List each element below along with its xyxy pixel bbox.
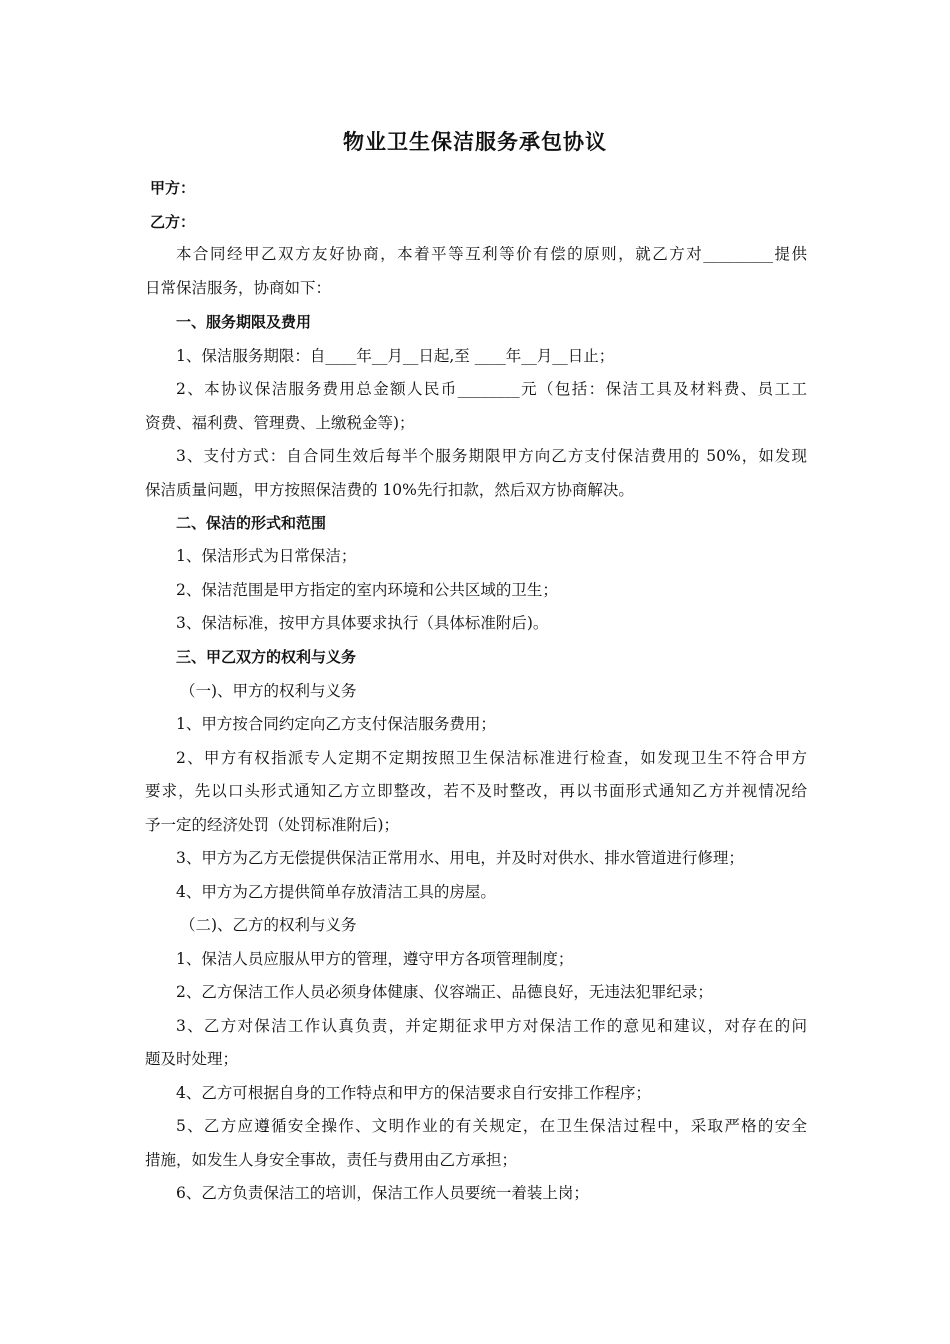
sec3a-item-2-line-3: 予一定的经济处罚（处罚标准附后)； bbox=[145, 816, 400, 834]
sec3b-item-3-line-1: 3、乙方对保洁工作认真负责，并定期征求甲方对保洁工作的意见和建议，对存在的问 bbox=[176, 1017, 807, 1035]
sec3-sub-b-heading: （二)、乙方的权利与义务 bbox=[180, 916, 357, 934]
sec1-item-3-line-2: 保洁质量问题，甲方按照保洁费的 10%先行扣款，然后双方协商解决。 bbox=[145, 481, 634, 499]
sec3b-item-5-line-1: 5、乙方应遵循安全操作、文明作业的有关规定，在卫生保洁过程中，采取严格的安全 bbox=[176, 1117, 807, 1135]
sec3a-item-2-line-1: 2、甲方有权指派专人定期不定期按照卫生保洁标准进行检查，如发现卫生不符合甲方 bbox=[176, 749, 807, 767]
sec1-item-2-line-2: 资费、福利费、管理费、上缴税金等)； bbox=[145, 414, 415, 432]
sec3a-item-3: 3、甲方为乙方无偿提供保洁正常用水、用电，并及时对供水、排水管道进行修理； bbox=[176, 849, 744, 867]
section-3-heading: 三、甲乙双方的权利与义务 bbox=[176, 648, 357, 666]
document-title: 物业卫生保洁服务承包协议 bbox=[343, 130, 607, 154]
sec3-sub-a-heading: （一)、甲方的权利与义务 bbox=[180, 682, 357, 700]
section-2-heading: 二、保洁的形式和范围 bbox=[176, 514, 327, 532]
sec3a-item-1: 1、甲方按合同约定向乙方支付保洁服务费用； bbox=[176, 715, 496, 733]
sec3b-item-3-line-2: 题及时处理； bbox=[145, 1050, 239, 1068]
sec3a-item-4: 4、甲方为乙方提供简单存放清洁工具的房屋。 bbox=[176, 883, 496, 901]
sec2-item-2: 2、保洁范围是甲方指定的室内环境和公共区域的卫生； bbox=[176, 581, 558, 599]
sec2-item-1: 1、保洁形式为日常保洁； bbox=[176, 547, 357, 565]
section-1-heading: 一、服务期限及费用 bbox=[176, 313, 312, 331]
sec3b-item-1: 1、保洁人员应服从甲方的管理，遵守甲方各项管理制度； bbox=[176, 950, 574, 968]
party-b-label: 乙方： bbox=[150, 213, 196, 231]
party-a-label: 甲方： bbox=[150, 179, 196, 197]
intro-line-2: 日常保洁服务，协商如下： bbox=[145, 279, 332, 297]
sec1-item-3-line-1: 3、支付方式：自合同生效后每半个服务期限甲方向乙方支付保洁费用的 50%，如发现 bbox=[176, 447, 807, 465]
sec3b-item-6: 6、乙方负责保洁工的培训，保洁工作人员要统一着装上岗； bbox=[176, 1184, 589, 1202]
sec2-item-3: 3、保洁标准，按甲方具体要求执行（具体标准附后)。 bbox=[176, 614, 549, 632]
sec3b-item-4: 4、乙方可根据自身的工作特点和甲方的保洁要求自行安排工作程序； bbox=[176, 1084, 651, 1102]
sec3b-item-2: 2、乙方保洁工作人员必须身体健康、仪容端正、品德良好，无违法犯罪纪录； bbox=[176, 983, 713, 1001]
sec3a-item-2-line-2: 要求，先以口头形式通知乙方立即整改，若不及时整改，再以书面形式通知乙方并视情况给 bbox=[145, 782, 807, 800]
sec3b-item-5-line-2: 措施，如发生人身安全事故，责任与费用由乙方承担； bbox=[145, 1151, 518, 1169]
sec1-item-1: 1、保洁服务期限：自____年__月__日起,至 ____年__月__日止； bbox=[176, 347, 615, 365]
intro-line-1: 本合同经甲乙双方友好协商，本着平等互利等价有偿的原则，就乙方对_________提供 bbox=[176, 245, 807, 263]
sec1-item-2-line-1: 2、本协议保洁服务费用总金额人民币________元（包括：保洁工具及材料费、员工工 bbox=[176, 380, 807, 398]
